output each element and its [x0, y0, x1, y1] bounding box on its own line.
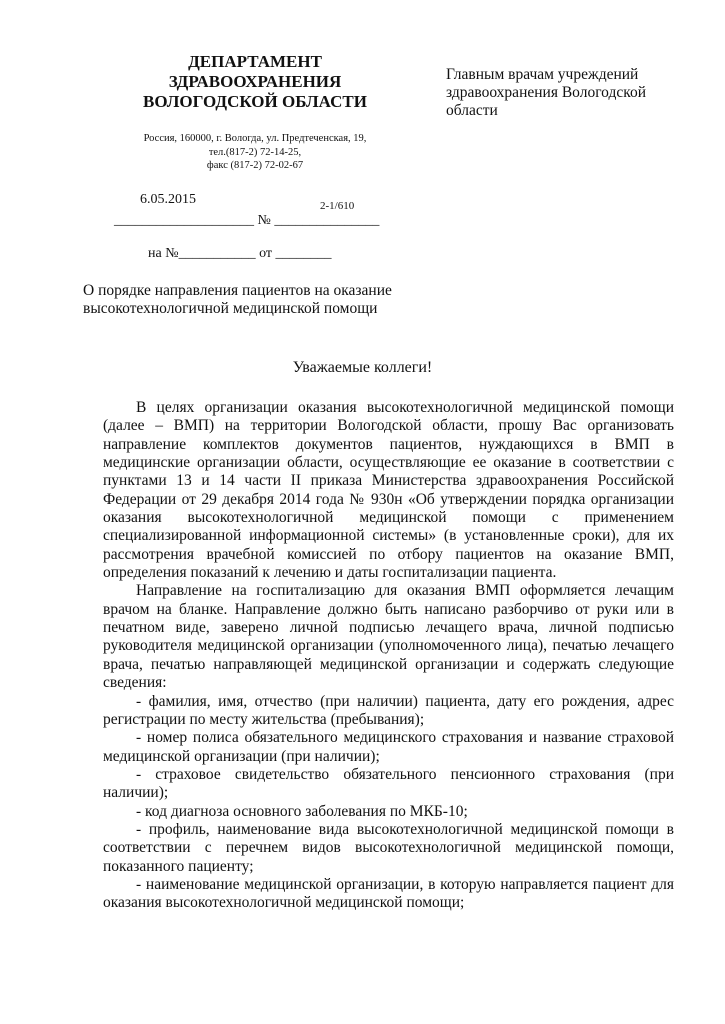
phone-line: тел.(817-2) 72-14-25, [208, 146, 302, 158]
department-name-line: ДЕПАРТАМЕНТ [188, 52, 322, 71]
paragraph: Направление на госпитализацию для оказания ВМП оформляется лечащим врачом на бланке. Направление должно быть написано разборчиво от руки или в печатном виде, заверено личной подписью лечащего врача, личной подписью руководителя медицинской организации (уполномоченного лица), печатью лечащего врача, печатью направляющей медицинской организации и содержать следующие сведения: [103, 582, 674, 692]
greeting: Уважаемые коллеги! [292, 359, 433, 376]
fax-line: факс (817-2) 72-02-67 [206, 160, 304, 171]
reference-line: на №___________ от ________ [148, 246, 332, 261]
department-name-line: ВОЛОГОДСКОЙ ОБЛАСТИ [143, 92, 367, 111]
department-name [110, 52, 400, 112]
letter-subject: О порядке направления пациентов на оказание высокотехнологичной медицинской помощи [83, 282, 392, 317]
paragraph: В целях организации оказания высокотехнологичной медицинской помощи (далее – ВМП) на территории Вологодской области, прошу Вас организовать направление комплектов документов пациентов, нуждающихся в ВМП в медицинские организации области, осуществляющие ее оказание в соответствии с пунктами 13 и 14 части II приказа Министерства здравоохранения Российской Федерации от 29 декабря 2014 года № 930н «Об утверждении порядка организации оказания высокотехнологичной медицинской помощи с применением специализированной информационной системы» (в установленные сроки), для их рассмотрения врачебной комиссией по отбору пациентов на оказание ВМП, определения показаний к лечению и даты госпитализации пациента. [103, 399, 674, 582]
list-item: - профиль, наименование вида высокотехнологичной медицинской помощи в соответствии с перечнем видов высокотехнологичной медицинской помощи, показанного пациенту; [103, 820, 674, 875]
department-name-line: ЗДРАВООХРАНЕНИЯ [168, 72, 342, 91]
address-line: Россия, 160000, г. Вологда, ул. Предтеченская, 19, [143, 133, 367, 144]
list-item: - наименование медицинской организации, в которую направляется пациент для оказания высокотехнологичной медицинской помощи; [103, 875, 674, 912]
list-item: - номер полиса обязательного медицинского страхования и название страховой медицинской организации (при наличии); [103, 729, 674, 765]
letter-number: 2-1/610 [320, 200, 355, 212]
registration-line: ____________________ № _______________ [114, 213, 380, 228]
recipient-block: Главным врачам учреждений здравоохранения Вологодской области [446, 66, 647, 119]
department-address [110, 132, 400, 173]
list-item: - страховое свидетельство обязательного пенсионного страхования (при наличии); [103, 765, 674, 802]
letter-body [103, 399, 674, 913]
letter-date: 6.05.2015 [140, 192, 196, 207]
list-item: - код диагноза основного заболевания по МКБ-10; [136, 802, 468, 820]
list-item: - фамилия, имя, отчество (при наличии) пациента, дату его рождения, адрес регистрации по месту жительства (пребывания); [103, 692, 674, 728]
